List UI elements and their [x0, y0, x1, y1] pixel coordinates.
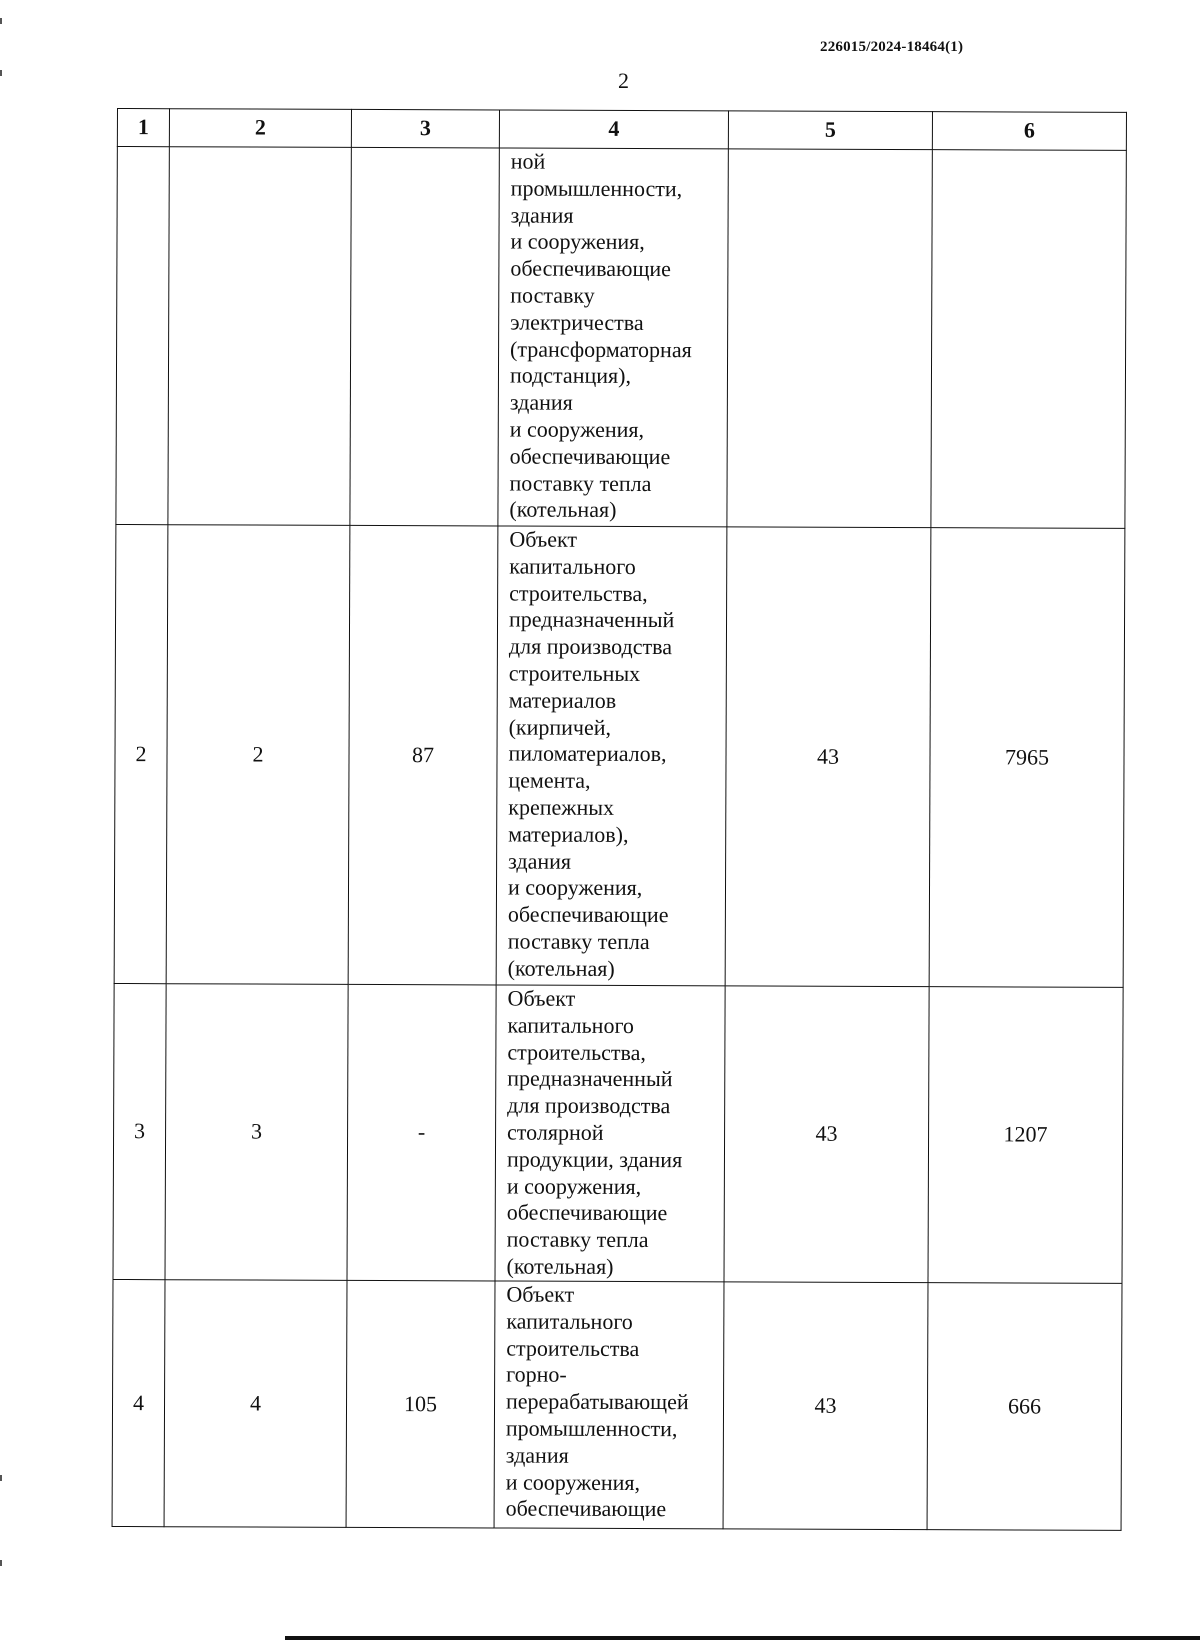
- table-cell: 666: [927, 1283, 1122, 1531]
- column-header: 2: [169, 109, 351, 148]
- table-cell: [931, 150, 1126, 529]
- description-cell: Объект капитального строительства, предназначенный для производства столярной продукции, здания и сооружения, обеспечивающие поставку тепла (котельная): [495, 985, 725, 1282]
- row-number-cell: 3: [113, 983, 166, 1279]
- table-cell: 87: [348, 525, 498, 985]
- data-table: [112, 108, 1127, 1531]
- row-number-cell: 4: [112, 1279, 165, 1526]
- table-cell: 7965: [929, 528, 1125, 988]
- description-cell: ной промышленности, здания и сооружения, обеспечивающие поставку электричества (трансформаторная подстанция), здания и сооружения, обеспечивающие поставку тепла (котельная): [498, 148, 728, 527]
- column-header: 5: [728, 111, 932, 150]
- table-cell: [350, 147, 499, 526]
- row-number-cell: 2: [114, 524, 168, 983]
- table-cell: 43: [725, 527, 931, 987]
- table-header-row: [117, 109, 1126, 151]
- column-header: 6: [932, 112, 1126, 151]
- document-number: 226015/2024-18464(1): [820, 39, 964, 55]
- description-cell: Объект капитального строительства, предназначенный для производства строительных материалов (кирпичей, пиломатериалов, цемента, крепежных материалов), здания и сооружения, обеспечивающие поставку тепла (котельная): [496, 526, 727, 986]
- table-cell: 2: [166, 525, 350, 985]
- table-cell: -: [347, 984, 496, 1281]
- table-row: [114, 524, 1125, 987]
- page-number: 2: [618, 68, 629, 93]
- table-row: [113, 983, 1123, 1283]
- description-cell: Объект капитального строительства горно- перерабатывающей промышленности, здания и сооружения, обеспечивающие: [494, 1281, 724, 1529]
- scan-edge-mark: [0, 1560, 2, 1566]
- column-header: 1: [117, 109, 169, 147]
- column-header: 4: [499, 110, 728, 149]
- table-cell: 105: [346, 1280, 495, 1528]
- table-cell: 4: [164, 1280, 347, 1528]
- table-cell: 3: [165, 984, 348, 1281]
- table-cell: 43: [724, 986, 929, 1283]
- table-cell: [168, 147, 351, 526]
- table-row: [116, 147, 1126, 529]
- scan-edge-mark: [0, 1475, 2, 1481]
- table-cell: 43: [723, 1282, 928, 1530]
- row-number-cell: [116, 147, 169, 525]
- scan-edge-mark: [0, 18, 2, 24]
- table-row: [112, 1279, 1122, 1530]
- scan-edge-mark: [0, 70, 2, 76]
- scan-bottom-bar: [285, 1636, 1200, 1640]
- data-table-container: [112, 108, 1126, 1531]
- column-header: 3: [351, 109, 499, 148]
- table-cell: [727, 149, 932, 528]
- table-cell: 1207: [928, 987, 1123, 1284]
